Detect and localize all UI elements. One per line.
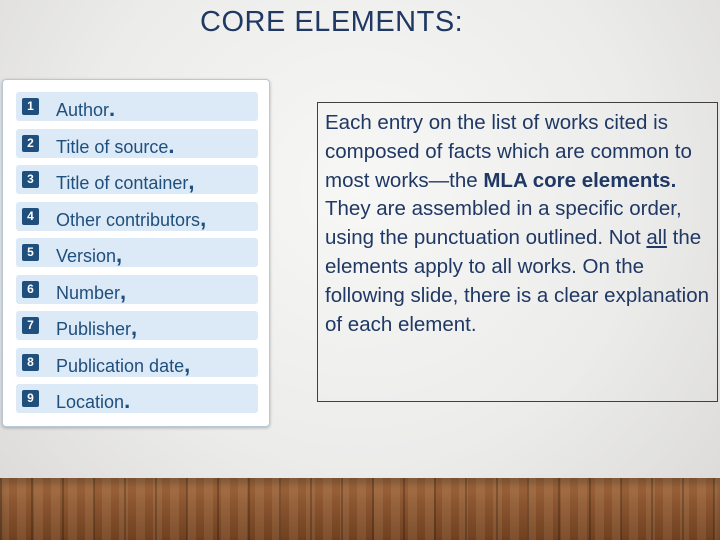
item-number: 3	[22, 171, 39, 188]
all-emphasis: all	[646, 226, 667, 250]
slide-title: CORE ELEMENTS:	[200, 6, 464, 38]
core-elements-list	[2, 79, 270, 427]
item-label: Author.	[56, 96, 116, 121]
item-label: Location.	[56, 388, 131, 413]
item-punctuation: ,	[116, 242, 123, 267]
item-punctuation: ,	[188, 169, 195, 194]
item-punctuation: ,	[120, 279, 127, 304]
item-punctuation: ,	[184, 352, 191, 377]
item-number: 4	[22, 208, 39, 225]
item-number: 2	[22, 135, 39, 152]
item-label: Other contributors,	[56, 206, 207, 231]
item-number: 1	[22, 98, 39, 115]
list-item	[16, 384, 258, 413]
item-label: Number,	[56, 279, 127, 304]
item-label: Publisher,	[56, 315, 138, 340]
item-number: 6	[22, 281, 39, 298]
wood-floor	[0, 478, 720, 540]
item-punctuation: .	[109, 96, 116, 121]
item-label: Version,	[56, 242, 123, 267]
item-label: Publication date,	[56, 352, 191, 377]
item-punctuation: ,	[131, 315, 138, 340]
item-punctuation: .	[168, 133, 175, 158]
list-item	[16, 165, 258, 194]
item-number: 5	[22, 244, 39, 261]
item-label: Title of source.	[56, 133, 175, 158]
explanation-text: Each entry on the list of works cited is composed of facts which are common to most works—the MLA core elements. They are assembled in a specific order, using the punctuation outlined. Not all the elements apply to all works. On the following slide, there is a clear explanation of each element.	[325, 111, 710, 336]
item-label: Title of container,	[56, 169, 195, 194]
list-item	[16, 275, 258, 304]
list-item	[16, 92, 258, 121]
list-item	[16, 238, 258, 267]
explanation-box	[317, 102, 718, 402]
item-punctuation: ,	[200, 206, 207, 231]
list-item	[16, 129, 258, 158]
list-item	[16, 311, 258, 340]
item-number: 9	[22, 390, 39, 407]
item-punctuation: .	[124, 388, 131, 413]
list-item	[16, 202, 258, 231]
item-number: 7	[22, 317, 39, 334]
mla-core-elements-emphasis: MLA core elements.	[483, 168, 677, 192]
item-number: 8	[22, 354, 39, 371]
list-item	[16, 348, 258, 377]
